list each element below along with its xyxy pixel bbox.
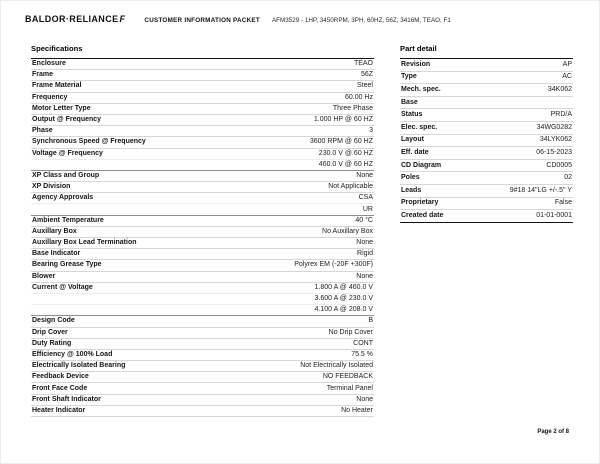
row-value — [426, 99, 572, 107]
row-value: 02 — [564, 174, 572, 182]
row-label: Auxillary Box — [32, 227, 77, 235]
row-value: 34LYK062 — [539, 136, 572, 144]
row-label: CD Diagram — [401, 161, 442, 169]
table-row — [400, 147, 573, 160]
row-label: Current @ Voltage — [32, 283, 93, 291]
row-value: 9#18 14"LG +/-.5" Y — [509, 186, 572, 194]
specifications-table — [31, 58, 374, 417]
row-value: No Drip Cover — [328, 328, 373, 336]
table-row — [31, 81, 374, 92]
row-label: Heater Indicator — [32, 406, 86, 414]
row-value: CD0005 — [546, 161, 572, 169]
row-value: Not Applicable — [328, 183, 373, 191]
row-label: Duty Rating — [32, 339, 72, 347]
row-label: XP Class and Group — [32, 171, 100, 179]
table-row — [31, 126, 374, 137]
row-value: 34WG0282 — [536, 123, 572, 131]
row-value: 60.00 Hz — [344, 93, 373, 101]
row-label: Proprietary — [401, 199, 439, 207]
row-value: PRD/A — [550, 111, 572, 119]
row-value: Terminal Panel — [326, 384, 373, 392]
row-label: Front Shaft Indicator — [32, 395, 101, 403]
table-row — [31, 59, 374, 70]
table-row — [31, 104, 374, 115]
table-row — [31, 372, 374, 383]
row-value: TEAO — [353, 60, 373, 68]
row-value: 1.000 HP @ 60 HZ — [313, 116, 373, 124]
table-row — [31, 406, 374, 417]
row-label: Type — [401, 73, 417, 81]
row-value: None — [356, 395, 373, 403]
row-value: UR — [362, 205, 373, 213]
table-row — [31, 328, 374, 339]
part-detail-section — [400, 44, 573, 223]
specifications-section — [31, 44, 374, 417]
row-value: False — [554, 199, 572, 207]
table-row — [400, 172, 573, 185]
row-value: CONT — [353, 339, 373, 347]
row-value: 3600 RPM @ 60 HZ — [309, 138, 373, 146]
row-label: Electrically Isolated Bearing — [32, 362, 126, 370]
table-row — [31, 182, 374, 193]
table-row-continuation — [31, 160, 374, 171]
row-label: Enclosure — [32, 60, 66, 68]
table-row — [31, 260, 374, 271]
row-label: Output @ Frequency — [32, 116, 102, 124]
table-row — [31, 249, 374, 260]
row-value: None — [356, 272, 373, 280]
row-label: Blower — [32, 272, 56, 280]
row-label: Front Face Code — [32, 384, 88, 392]
row-value: Steel — [357, 82, 373, 90]
specifications-heading: Specifications — [31, 44, 83, 53]
row-value: None — [356, 239, 373, 247]
table-row — [31, 171, 374, 182]
logo-f-mark: F — [119, 14, 126, 24]
row-label: Bearing Grease Type — [32, 261, 102, 269]
row-value: No Heater — [341, 406, 373, 414]
row-value: 40 °C — [355, 216, 373, 224]
row-label: Revision — [401, 60, 431, 68]
table-row — [31, 193, 374, 204]
row-value: CSA — [358, 194, 373, 202]
table-row — [31, 70, 374, 81]
table-row — [400, 210, 573, 222]
row-value: 01-01-0001 — [536, 211, 572, 219]
row-value: 06-15-2023 — [536, 148, 572, 156]
row-label: Frequency — [32, 93, 68, 101]
table-row — [31, 227, 374, 238]
row-label: Synchronous Speed @ Frequency — [32, 138, 146, 146]
part-detail-heading: Part detail — [400, 44, 437, 53]
row-label: Motor Letter Type — [32, 104, 91, 112]
row-label: Elec. spec. — [401, 123, 438, 131]
part-detail-table — [400, 58, 573, 223]
page-number: Page 2 of 8 — [537, 429, 569, 435]
page-header — [25, 14, 575, 24]
row-label: Phase — [32, 127, 53, 135]
row-value: 34K062 — [547, 85, 572, 93]
table-row — [400, 59, 573, 72]
row-label: Efficiency @ 100% Load — [32, 350, 113, 358]
table-row-continuation — [31, 294, 374, 305]
row-label: Design Code — [32, 317, 75, 325]
table-row — [400, 109, 573, 122]
table-row — [31, 283, 374, 294]
table-row — [31, 93, 374, 104]
row-label: Auxillary Box Lead Termination — [32, 239, 137, 247]
table-row — [31, 339, 374, 350]
row-label: Layout — [401, 136, 424, 144]
row-label: Poles — [401, 174, 420, 182]
table-row — [31, 395, 374, 406]
motor-model-summary: AFM3529 - 1HP, 3450RPM, 3PH, 60HZ, 56Z, 3416M, TEAO, F1 — [271, 17, 451, 24]
row-value: 56Z — [360, 71, 373, 79]
table-row — [400, 160, 573, 173]
table-row — [400, 97, 573, 110]
row-value: B — [368, 317, 373, 325]
logo-text: BALDOR·RELIANCE — [25, 14, 119, 24]
row-label: Created date — [401, 211, 444, 219]
row-label: Status — [401, 111, 423, 119]
row-label: Drip Cover — [32, 328, 68, 336]
table-row — [400, 122, 573, 135]
row-label: Mech. spec. — [401, 85, 441, 93]
table-row — [31, 137, 374, 148]
row-label: Frame Material — [32, 82, 82, 90]
table-row — [31, 272, 374, 283]
table-row — [400, 72, 573, 85]
row-value: Rigid — [357, 250, 373, 258]
row-value: 230.0 V @ 60 HZ — [318, 149, 373, 157]
table-row — [31, 361, 374, 372]
table-row — [400, 84, 573, 97]
row-value: 460.0 V @ 60 HZ — [318, 160, 373, 168]
table-row — [400, 198, 573, 211]
row-value: AP — [562, 60, 572, 68]
table-row — [400, 135, 573, 148]
baldor-reliance-logo — [25, 14, 125, 24]
row-label: Agency Approvals — [32, 194, 94, 202]
row-value: Polyrex EM (-20F +300F) — [294, 261, 373, 269]
table-row — [31, 238, 374, 249]
row-label: Frame — [32, 71, 54, 79]
row-value: None — [356, 171, 373, 179]
row-label: Base Indicator — [32, 250, 81, 258]
row-value: 3 — [369, 127, 373, 135]
row-value: 75.5 % — [351, 350, 373, 358]
row-value: 3.600 A @ 230.0 V — [314, 295, 373, 303]
document-title: CUSTOMER INFORMATION PACKET — [144, 17, 260, 24]
table-row — [31, 115, 374, 126]
table-row — [31, 383, 374, 394]
row-label: Base — [401, 98, 418, 106]
table-row-continuation — [31, 305, 374, 316]
row-value: No Auxillary Box — [322, 227, 373, 235]
row-value: NO FEEDBACK — [322, 373, 373, 381]
row-label: XP Division — [32, 183, 71, 191]
row-label: Leads — [401, 186, 422, 194]
table-row — [31, 350, 374, 361]
row-value: 4.100 A @ 208.0 V — [314, 306, 373, 314]
table-row-continuation — [31, 204, 374, 215]
row-value: Not Electrically Isolated — [300, 362, 373, 370]
table-row — [31, 316, 374, 327]
row-label: Voltage @ Frequency — [32, 149, 103, 157]
row-label: Feedback Device — [32, 373, 89, 381]
row-value: Three Phase — [332, 104, 373, 112]
row-value: 1.800 A @ 460.0 V — [314, 283, 373, 291]
row-label: Eff. date — [401, 148, 429, 156]
row-label: Ambient Temperature — [32, 216, 104, 224]
table-row — [31, 216, 374, 227]
table-row — [400, 185, 573, 198]
row-value: AC — [562, 73, 572, 81]
table-row — [31, 149, 374, 160]
